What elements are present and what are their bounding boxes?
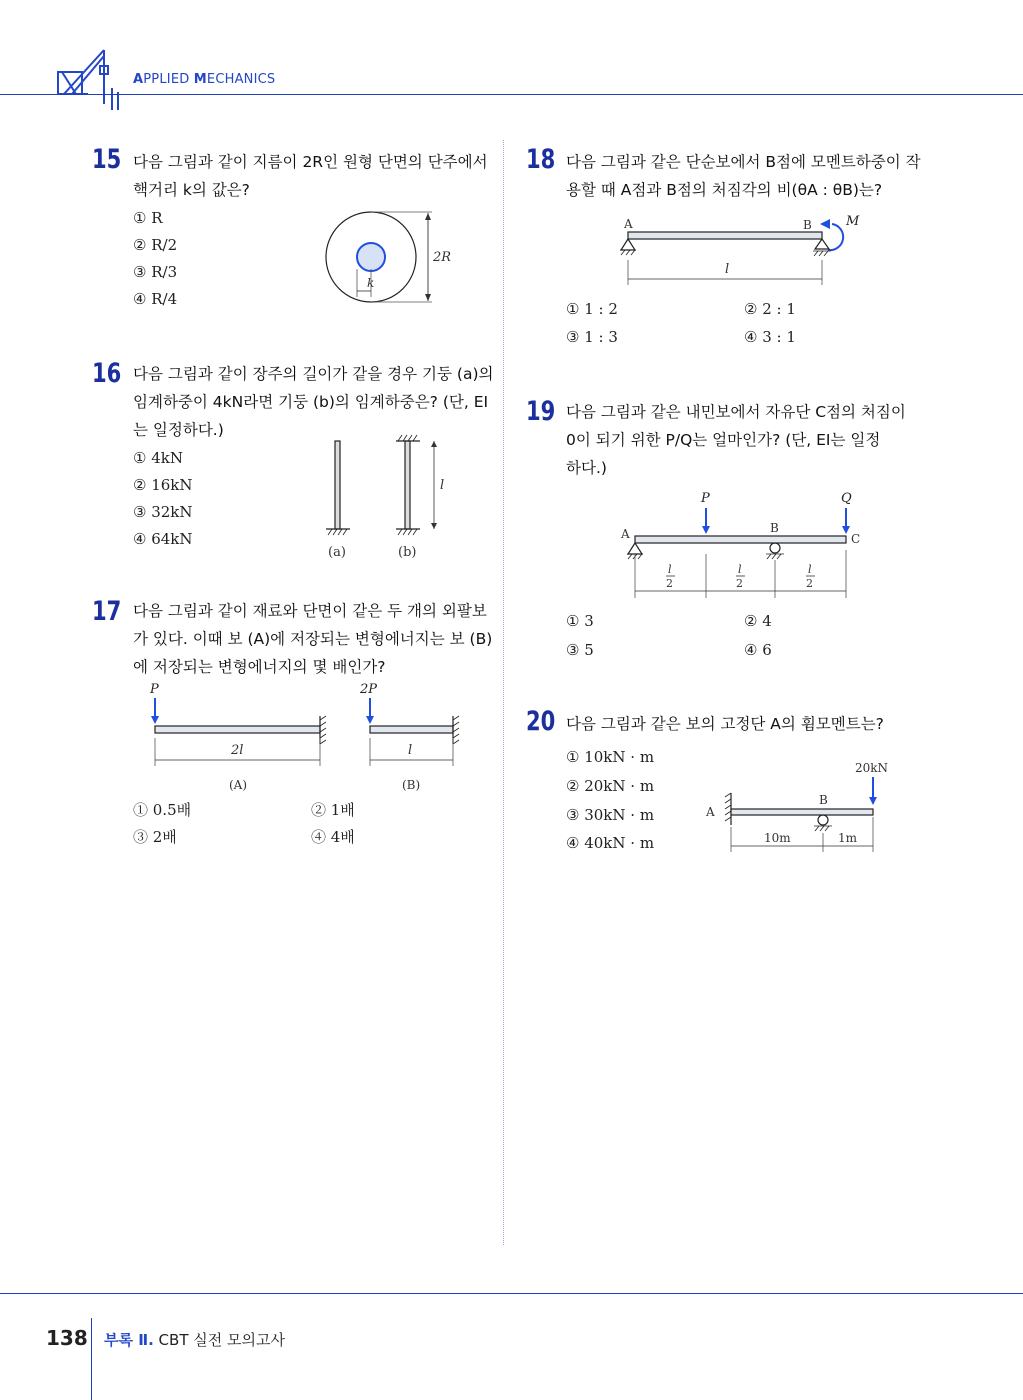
span-a: 2l <box>231 743 244 758</box>
option-4: ④ 4배 <box>311 828 355 846</box>
footer-part: 부록 Ⅱ. <box>104 1331 154 1349</box>
simple-beam-figure <box>610 210 870 292</box>
overhang-beam-figure <box>615 488 875 603</box>
question-number: 18 <box>526 144 556 175</box>
question-text: 다음 그림과 같은 단순보에서 B점에 모멘트하중이 작 용할 때 A점과 B점의 처짐각의 비(θA : θB)는? <box>566 153 921 199</box>
length-label: l <box>440 478 445 493</box>
option-1: ① 10kN · m <box>566 748 655 766</box>
option-1: ① 4kN <box>133 449 183 467</box>
option-3: ③ 5 <box>566 641 594 659</box>
seg-num-1: l <box>668 563 672 576</box>
columns-figure <box>318 425 458 565</box>
question-text: 다음 그림과 같이 지름이 2R인 원형 단면의 단주에서 핵거리 k의 값은? <box>133 153 488 199</box>
k-label: k <box>367 276 375 290</box>
label-b: (B) <box>402 778 421 792</box>
header-rule <box>0 94 1023 95</box>
question-text: 다음 그림과 같이 재료와 단면이 같은 두 개의 외팔보 가 있다. 이때 보 (A)에 저장되는 변형에너지는 보 (B) 에 저장되는 변형에너지의 몇 배인가? <box>133 602 493 676</box>
question-number: 17 <box>92 596 122 627</box>
point-b: B <box>819 793 828 807</box>
option-2: ② 16kN <box>133 476 193 494</box>
option-1: ① 3 <box>566 612 594 630</box>
circular-section-figure <box>320 205 470 305</box>
point-a: A <box>621 527 630 541</box>
question-number: 20 <box>526 706 556 737</box>
question-text: 다음 그림과 같은 보의 고정단 A의 휨모멘트는? <box>566 715 884 733</box>
seg-den-3: 2 <box>806 577 813 590</box>
crane-logo-icon <box>54 44 124 110</box>
option-2: ② 4 <box>744 612 772 630</box>
propped-beam-figure <box>700 755 900 855</box>
cantilevers-figure <box>140 678 480 798</box>
option-4: ④ 3 : 1 <box>744 328 796 346</box>
seg-den-1: 2 <box>666 577 673 590</box>
column-divider <box>503 140 504 1245</box>
label-a: (a) <box>328 545 346 560</box>
load-label: 20kN <box>855 761 889 775</box>
moment-label: M <box>846 214 860 229</box>
label-a: (A) <box>229 778 248 792</box>
point-b: B <box>770 521 779 535</box>
page-number: 138 <box>46 1326 88 1350</box>
diameter-label: 2R <box>433 250 452 265</box>
footer-rule <box>0 1293 1023 1294</box>
header-title: APPLIED MECHANICS <box>133 72 276 87</box>
seg-den-2: 2 <box>736 577 743 590</box>
option-2: ② R/2 <box>133 236 178 254</box>
option-3: ③ R/3 <box>133 263 178 281</box>
point-c: C <box>851 532 861 546</box>
option-3: ③ 1 : 3 <box>566 328 618 346</box>
option-4: ④ 64kN <box>133 530 193 548</box>
option-4: ④ 6 <box>744 641 772 659</box>
seg-num-3: l <box>808 563 812 576</box>
footer-title: 부록 Ⅱ. CBT 실전 모의고사 <box>104 1331 285 1349</box>
question-text: 다음 그림과 같은 내민보에서 자유단 C점의 처짐이 0이 되기 위한 P/Q는 얼마인가? (단, EI는 일정 하다.) <box>566 403 906 477</box>
seg-num-2: l <box>738 563 742 576</box>
question-number: 19 <box>526 396 556 427</box>
option-1: ① 0.5배 <box>133 801 192 819</box>
option-4: ④ 40kN · m <box>566 834 655 852</box>
option-3: ③ 30kN · m <box>566 806 655 824</box>
label-b: (b) <box>398 545 417 560</box>
option-2: ② 2 : 1 <box>744 300 796 318</box>
option-1: ① 1 : 2 <box>566 300 618 318</box>
span-label: l <box>725 262 730 277</box>
span1-label: 10m <box>764 831 791 845</box>
footer-divider <box>91 1318 92 1400</box>
option-2: ② 20kN · m <box>566 777 655 795</box>
option-1: ① R <box>133 209 163 227</box>
option-2: ② 1배 <box>311 801 355 819</box>
point-a: A <box>706 805 715 819</box>
span2-label: 1m <box>838 831 858 845</box>
load-q: Q <box>841 491 852 506</box>
question-number: 15 <box>92 144 122 175</box>
load-p: P <box>701 491 710 506</box>
option-3: ③ 32kN <box>133 503 193 521</box>
question-number: 16 <box>92 358 122 389</box>
point-b: B <box>803 218 812 232</box>
load-a: P <box>150 682 159 697</box>
option-3: ③ 2배 <box>133 828 177 846</box>
point-a: A <box>624 217 633 231</box>
question-text: 다음 그림과 같이 장주의 길이가 같을 경우 기둥 (a)의 임계하중이 4kN라면 기둥 (b)의 임계하중은? (단, EI 는 일정하다.) <box>133 365 494 439</box>
span-b: l <box>408 743 413 758</box>
option-4: ④ R/4 <box>133 290 178 308</box>
load-b: 2P <box>360 682 378 697</box>
